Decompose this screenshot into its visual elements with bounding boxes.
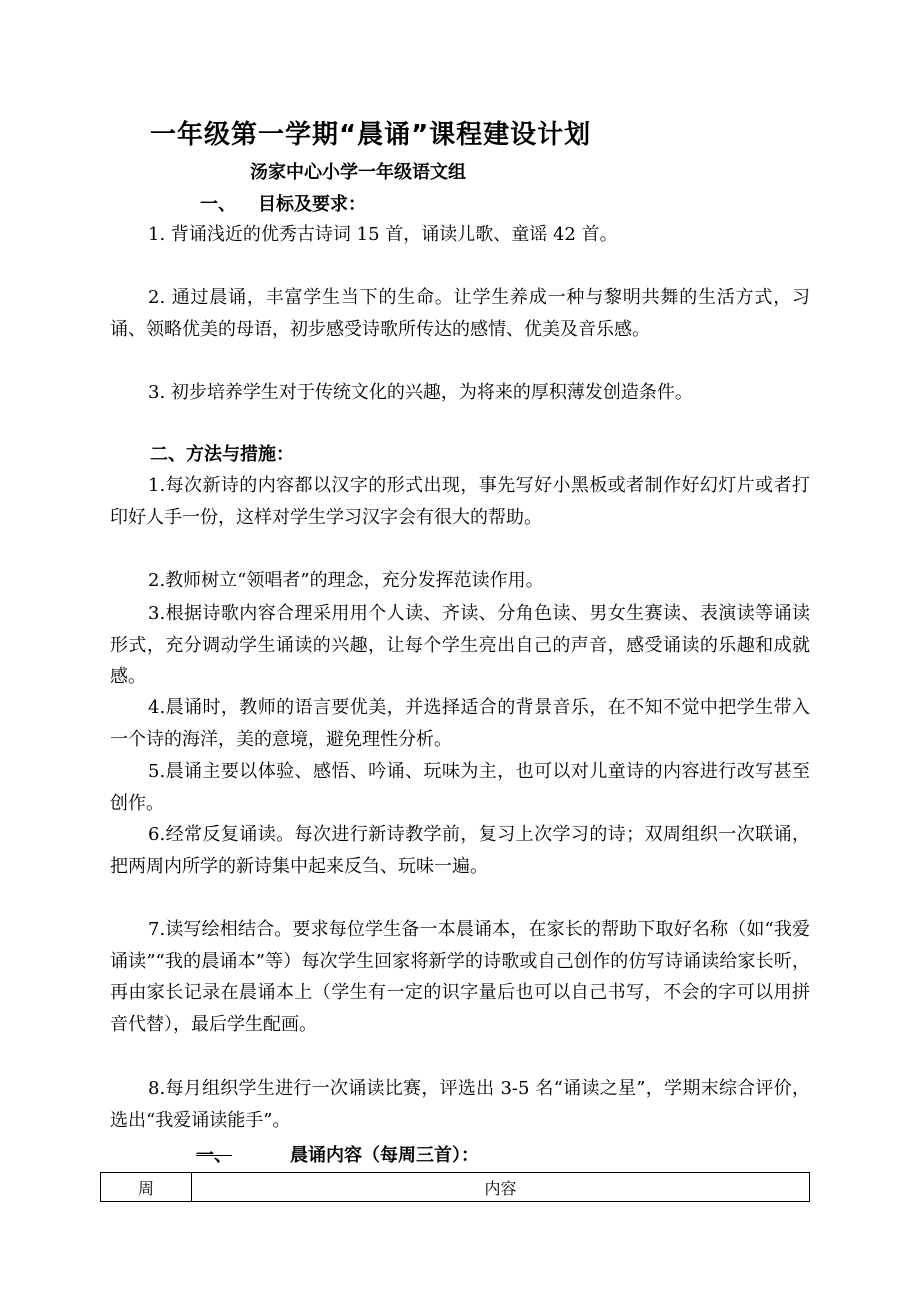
section2-item-7: 7.读写绘相结合。要求每位学生备一本晨诵本，在家长的帮助下取好名称（如“我爱诵读”“我的晨诵本”等）每次学生回家将新学的诗歌或自己创作的仿写诗诵读给家长听，再由家长记录在晨诵本上（学生有一定的识字量后也可以自己书写，不会的字可以用拼音代替），最后学生配画。	[110, 919, 810, 1035]
section2-item-3: 3.根据诗歌内容合理采用用个人读、齐读、分角色读、男女生赛读、表演读等诵读形式，充分调动学生诵读的兴趣，让每个学生亮出自己的声音，感受诵读的乐趣和成就感。	[110, 603, 810, 687]
section1-number: 一、	[200, 194, 236, 215]
section1-item-3: 3. 初步培养学生对于传统文化的兴趣，为将来的厚积薄发创造条件。	[148, 382, 693, 403]
table-header-content: 内容	[484, 1178, 517, 1198]
section2-item-4: 4.晨诵时，教师的语言要优美，并选择适合的背景音乐，在不知不觉中把学生带入一个诗的海洋，美的意境，避免理性分析。	[110, 697, 810, 750]
section2-heading: 二、方法与措施：	[150, 444, 294, 465]
section1-heading: 目标及要求：	[258, 194, 366, 215]
section2-item-1: 1.每次新诗的内容都以汉字的形式出现，事先写好小黑板或者制作好幻灯片或者打印好人手一份，这样对学生学习汉字会有很大的帮助。	[110, 475, 810, 528]
section2-item-5: 5.晨诵主要以体验、感悟、吟诵、玩味为主，也可以对儿童诗的内容进行改写甚至创作。	[110, 761, 810, 814]
section3-number: 一、	[196, 1145, 232, 1166]
table-header-week: 周	[101, 1173, 192, 1201]
content-table	[100, 1172, 810, 1202]
section2-item-2: 2.教师树立“领唱者”的理念，充分发挥范读作用。	[148, 570, 544, 591]
document-subtitle: 汤家中心小学一年级语文组	[250, 162, 466, 183]
section1-item-1: 1. 背诵浅近的优秀古诗词 15 首，诵读儿歌、童谣 42 首。	[148, 224, 618, 245]
section1-item-2: 2. 通过晨诵，丰富学生当下的生命。让学生养成一种与黎明共舞的生活方式，习诵、领略优美的母语，初步感受诗歌所传达的感情、优美及音乐感。	[110, 287, 810, 340]
section2-item-8: 8.每月组织学生进行一次诵读比赛，评选出 3-5 名“诵读之星”，学期末综合评价，选出“我爱诵读能手”。	[110, 1078, 810, 1131]
section2-item-6: 6.经常反复诵读。每次进行新诗教学前，复习上次学习的诗；双周组织一次联诵，把两周内所学的新诗集中起来反刍、玩味一遍。	[110, 824, 810, 877]
section3-heading: 晨诵内容（每周三首）：	[290, 1145, 479, 1166]
document-title: 一年级第一学期“晨诵”课程建设计划	[150, 120, 592, 150]
